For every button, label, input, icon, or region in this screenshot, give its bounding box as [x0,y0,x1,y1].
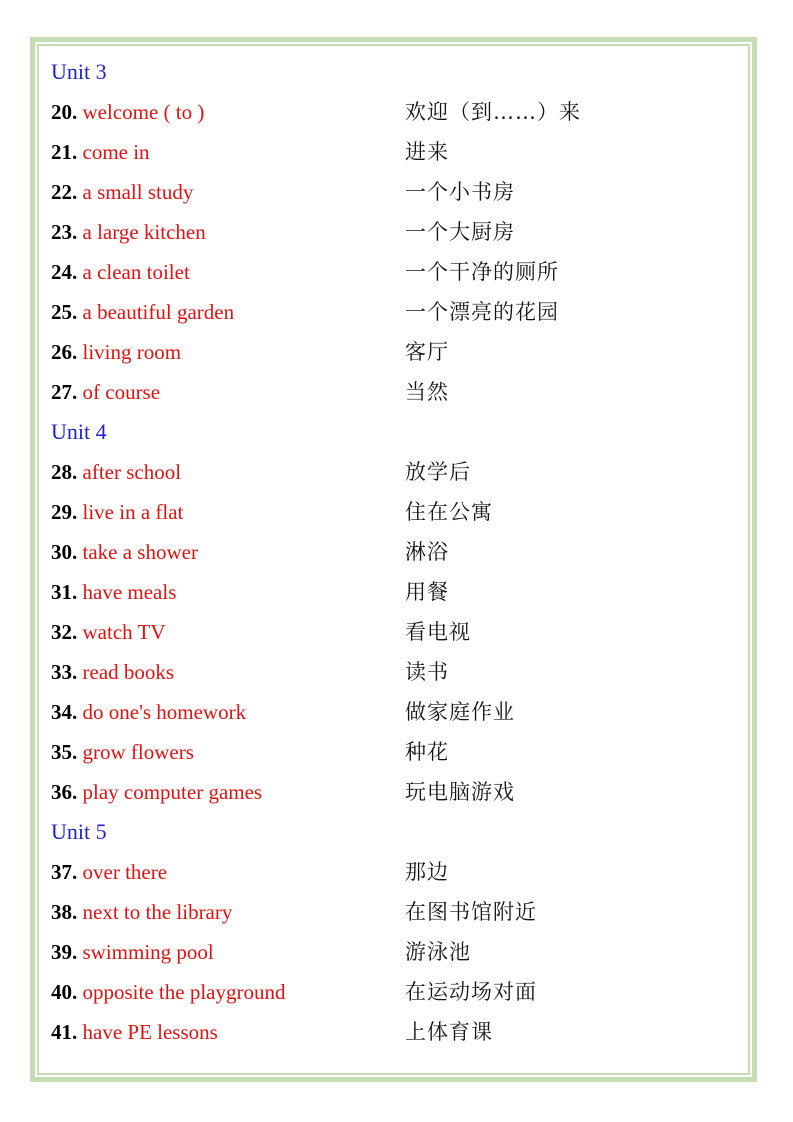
vocab-row [51,652,741,692]
english-cell [51,932,405,972]
english-cell [51,132,405,172]
english-phrase: come in [82,140,150,164]
chinese-translation: 读书 [405,660,449,684]
vocab-row [51,332,741,372]
english-phrase: living room [82,340,182,364]
vocab-row [51,732,741,772]
chinese-translation: 放学后 [405,460,471,484]
chinese-translation: 那边 [405,860,449,884]
entry-number: 37. [51,860,78,884]
entry-number: 27. [51,380,78,404]
entry-number: 28. [51,460,78,484]
entry-number: 30. [51,540,78,564]
entry-number: 40. [51,980,78,1004]
chinese-translation: 种花 [405,740,449,764]
english-cell [51,92,405,132]
english-phrase: read books [82,660,175,684]
english-phrase: after school [82,460,182,484]
english-phrase: a clean toilet [82,260,190,284]
english-cell [51,972,405,1012]
english-cell [51,652,405,692]
chinese-translation: 上体育课 [405,1020,493,1044]
vocab-row [51,572,741,612]
unit-heading: Unit 3 [51,59,107,84]
chinese-translation: 做家庭作业 [405,700,515,724]
chinese-translation: 看电视 [405,620,471,644]
vocab-row [51,612,741,652]
vocab-row [51,172,741,212]
vocab-row [51,532,741,572]
english-cell [51,732,405,772]
english-cell [51,892,405,932]
chinese-translation: 在运动场对面 [405,980,537,1004]
english-phrase: welcome ( to ) [82,100,205,124]
english-phrase: opposite the playground [82,980,286,1004]
entry-number: 33. [51,660,78,684]
entry-number: 41. [51,1020,78,1044]
english-phrase: do one's homework [82,700,247,724]
unit-heading: Unit 4 [51,419,107,444]
chinese-translation: 欢迎（到……）来 [405,100,581,124]
english-cell [51,492,405,532]
entry-number: 24. [51,260,78,284]
chinese-translation: 一个干净的厕所 [405,260,559,284]
vocab-row [51,292,741,332]
chinese-translation: 住在公寓 [405,500,493,524]
vocab-row [51,692,741,732]
vocab-row [51,972,741,1012]
chinese-translation: 客厅 [405,340,449,364]
chinese-translation: 在图书馆附近 [405,900,537,924]
vocab-row [51,92,741,132]
english-phrase: a beautiful garden [82,300,235,324]
entry-number: 34. [51,700,78,724]
vocab-row [51,492,741,532]
entry-number: 20. [51,100,78,124]
entry-number: 25. [51,300,78,324]
english-phrase: take a shower [82,540,198,564]
entry-number: 39. [51,940,78,964]
english-cell [51,372,405,412]
english-phrase: grow flowers [82,740,194,764]
entry-number: 36. [51,780,78,804]
vocab-row [51,212,741,252]
chinese-translation: 淋浴 [405,540,449,564]
english-cell [51,292,405,332]
entry-number: 26. [51,340,78,364]
english-phrase: swimming pool [82,940,214,964]
unit-heading: Unit 5 [51,819,107,844]
chinese-translation: 进来 [405,140,449,164]
chinese-translation: 玩电脑游戏 [405,780,515,804]
vocab-row [51,452,741,492]
chinese-translation: 一个漂亮的花园 [405,300,559,324]
english-cell [51,1012,405,1052]
english-phrase: watch TV [82,620,166,644]
english-cell [51,252,405,292]
chinese-translation: 一个大厨房 [405,220,515,244]
english-cell [51,532,405,572]
chinese-translation: 游泳池 [405,940,471,964]
english-phrase: have PE lessons [82,1020,218,1044]
english-phrase: a small study [82,180,194,204]
vocab-row [51,892,741,932]
vocab-row [51,852,741,892]
english-cell [51,612,405,652]
english-cell [51,332,405,372]
chinese-translation: 当然 [405,380,449,404]
english-cell [51,572,405,612]
english-cell [51,172,405,212]
entry-number: 32. [51,620,78,644]
entry-number: 22. [51,180,78,204]
english-phrase: live in a flat [82,500,184,524]
vocab-row [51,1012,741,1052]
english-cell [51,452,405,492]
entry-number: 38. [51,900,78,924]
english-phrase: over there [82,860,168,884]
vocab-row [51,932,741,972]
vocab-row [51,132,741,172]
english-phrase: a large kitchen [82,220,206,244]
entry-number: 29. [51,500,78,524]
english-cell [51,772,405,812]
chinese-translation: 用餐 [405,580,449,604]
english-cell [51,212,405,252]
english-phrase: of course [82,380,161,404]
vocab-row [51,372,741,412]
english-phrase: play computer games [82,780,263,804]
vocabulary-list [51,52,741,1052]
english-cell [51,692,405,732]
english-phrase: next to the library [82,900,233,924]
chinese-translation: 一个小书房 [405,180,515,204]
vocab-row [51,252,741,292]
entry-number: 35. [51,740,78,764]
english-cell [51,852,405,892]
english-phrase: have meals [82,580,177,604]
vocab-row [51,772,741,812]
entry-number: 21. [51,140,78,164]
entry-number: 23. [51,220,78,244]
entry-number: 31. [51,580,78,604]
